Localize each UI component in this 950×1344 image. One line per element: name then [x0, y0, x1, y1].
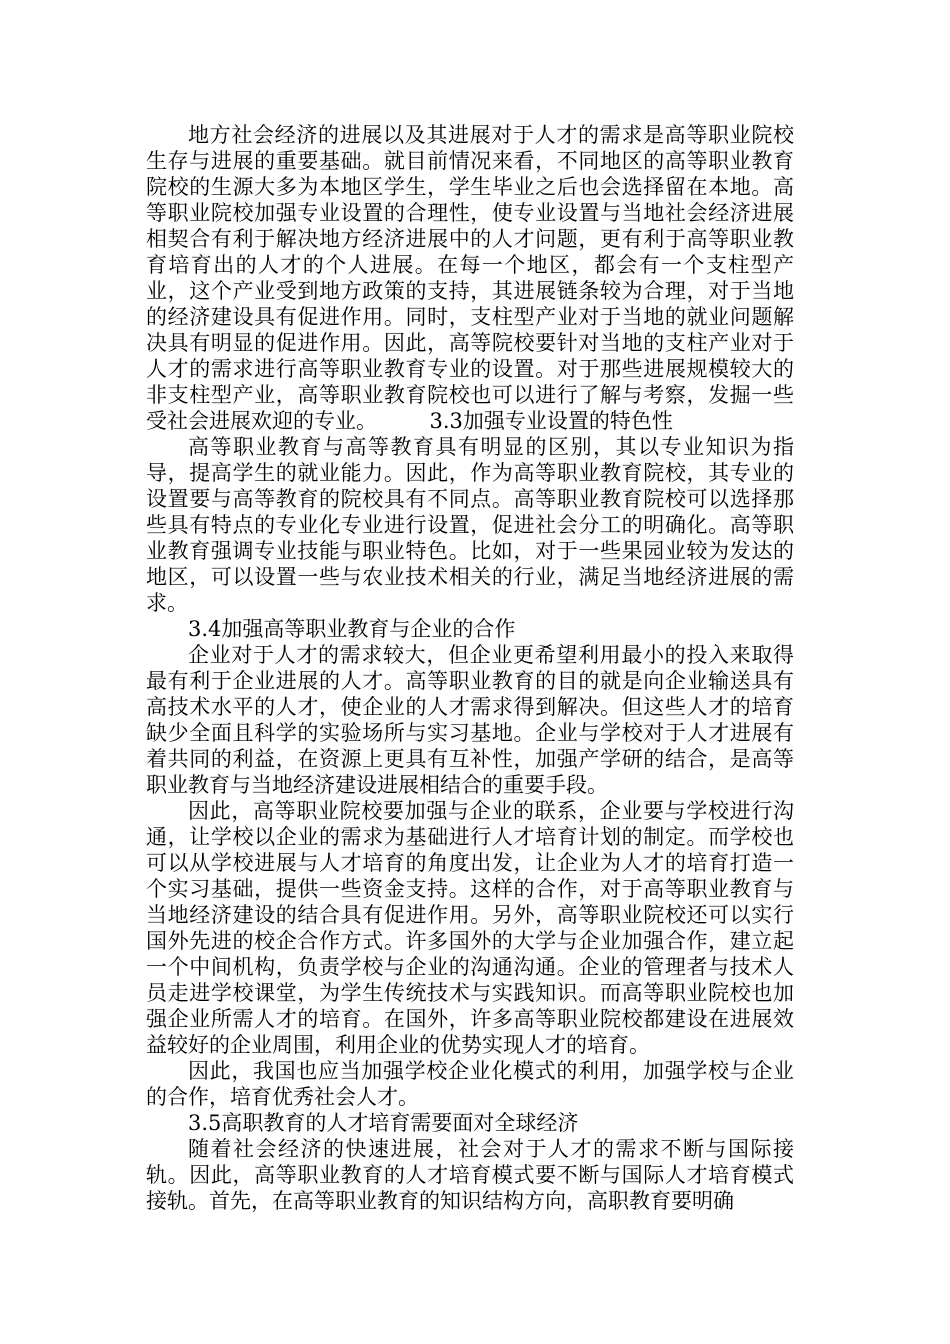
document-page: [146, 122, 794, 1214]
paragraph-local-economy: 地方社会经济的进展以及其进展对于人才的需求是高等职业院校生存与进展的重要基础。就目前情况来看，不同地区的高等职业教育院校的生源大多为本地区学生，学生毕业之后也会选择留在本地。高等职业院校加强专业设置的合理性，使专业设置与当地社会经济进展相契合有利于解决地方经济进展中的人才问题，更有利于高等职业教育培育出的人才的个人进展。在每一个地区，都会有一个支柱型产业，这个产业受到地方政策的支持，其进展链条较为合理，对于当地的经济建设具有促进作用。同时，支柱型产业对于当地的就业问题解决具有明显的促进作用。因此，高等院校要针对当地的支柱产业对于人才的需求进行高等职业教育专业的设置。对于那些进展规模较大的非支柱型产业，高等职业教育院校也可以进行了解与考察，发掘一些受社会进展欢迎的专业。 3.3加强专业设置的特色性: [146, 123, 794, 433]
paragraph-specialty-features: 高等职业教育与高等教育具有明显的区别，其以专业知识为指导，提高学生的就业能力。因此，作为高等职业教育院校，其专业的设置要与高等教育的院校具有不同点。高等职业教育院校可以选择那些具有特点的专业化专业进行设置，促进社会分工的明确化。高等职业教育强调专业技能与职业特色。比如，对于一些果园业较为发达的地区，可以设置一些与农业技术相关的行业，满足当地经济进展的需求。: [146, 435, 794, 615]
section-heading-3-4: 3.4加强高等职业教育与企业的合作: [188, 617, 516, 641]
section-heading-3-5: 3.5高职教育的人才培育需要面对全球经济: [188, 1111, 579, 1135]
paragraph-global-economy: 随着社会经济的快速进展，社会对于人才的需求不断与国际接轨。因此，高等职业教育的人才培育模式要不断与国际人才培育模式接轨。首先，在高等职业教育的知识结构方向，高职教育要明确: [146, 1137, 794, 1213]
paragraph-enterprise-model: 因此，我国也应当加强学校企业化模式的利用，加强学校与企业的合作，培育优秀社会人才。: [146, 1059, 794, 1109]
paragraph-school-enterprise-cooperation: 因此，高等职业院校要加强与企业的联系，企业要与学校进行沟通，让学校以企业的需求为基础进行人才培育计划的制定。而学校也可以从学校进展与人才培育的角度出发，让企业为人才的培育打造一个实习基础，提供一些资金支持。这样的合作，对于高等职业教育与当地经济建设的结合具有促进作用。另外，高等职业院校还可以实行国外先进的校企合作方式。许多国外的大学与企业加强合作，建立起一个中间机构，负责学校与企业的沟通沟通。企业的管理者与技术人员走进学校课堂，为学生传统技术与实践知识。而高等职业院校也加强企业所需人才的培育。在国外，许多高等职业院校都建设在进展效益较好的企业周围，利用企业的优势实现人才的培育。: [146, 799, 794, 1057]
paragraph-enterprise-needs: 企业对于人才的需求较大，但企业更希望利用最小的投入来取得最有利于企业进展的人才。高等职业教育的目的就是向企业输送具有高技术水平的人才，使企业的人才需求得到解决。但这些人才的培育缺少全面且科学的实验场所与实习基地。企业与学校对于人才进展有着共同的利益，在资源上更具有互补性，加强产学研的结合，是高等职业教育与当地经济建设进展相结合的重要手段。: [146, 643, 794, 797]
